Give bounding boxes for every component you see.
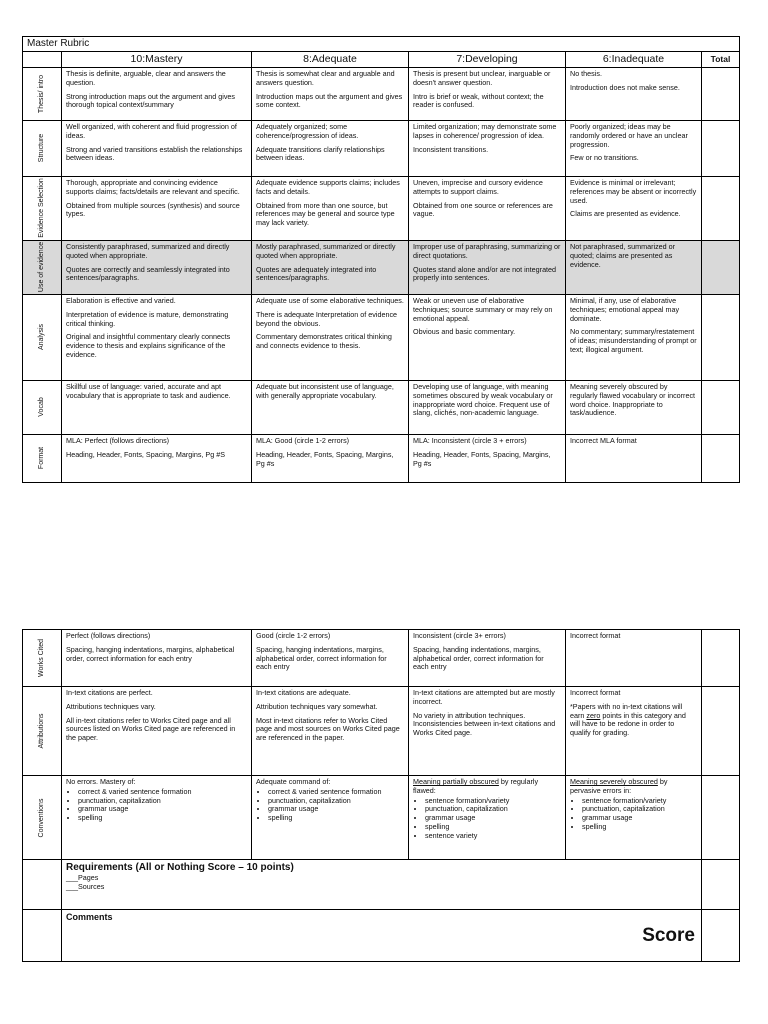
criterion-text: Most in-text citations refer to Works Cited page and most sources on Works Cited page are referenced in the paper. — [256, 715, 400, 743]
row-label-structure: Structure — [23, 120, 62, 176]
conventions-item: • spelling — [78, 814, 247, 823]
conventions-item: • grammar usage — [582, 814, 697, 823]
criterion-text: No commentary; summary/restatement of ideas; misunderstanding of prompt or text; illogical argument. — [570, 327, 697, 354]
evidence-selection-developing-cell — [409, 176, 566, 240]
criterion-text: Thesis is somewhat clear and arguable and answers question. — [256, 68, 395, 87]
conventions-adequate: Adequate command of: • correct & varied sentence formation • punctuation, capitalization • grammar usage • spelling — [252, 776, 409, 860]
rubric-row-works-cited — [23, 630, 740, 687]
criterion-text: Introduction does not make sense. — [570, 82, 680, 92]
comments-row — [23, 910, 740, 962]
rubric-title: Master Rubric — [23, 37, 740, 52]
criterion-text: Limited organization; may demonstrate some lapses in coherence/ progression of idea. — [413, 121, 557, 140]
criterion-text: Skillful use of language: varied, accurate and apt vocabulary that is appropriate to task and audience. — [66, 381, 231, 400]
requirements-sources[interactable]: ___Sources — [66, 881, 105, 891]
conventions-item: • spelling — [425, 823, 561, 832]
criterion-text: Evidence is minimal or irrelevant; references may be absent or incorrectly used. — [570, 177, 697, 205]
criterion-text: Strong introduction maps out the argument and gives thorough topical context/summary — [66, 91, 236, 110]
format-mastery-cell — [62, 434, 252, 482]
thesis-intro-adequate-cell — [252, 67, 409, 120]
conventions-item: • punctuation, capitalization — [425, 805, 561, 814]
criterion-text: Quotes stand alone and/or are not integrated properly into sentences. — [413, 264, 557, 283]
criterion-text: Introduction maps out the argument and gives some context. — [256, 91, 403, 110]
row-label-attributions: Attributions — [23, 687, 62, 776]
criterion-text: Incorrect MLA format — [570, 435, 637, 445]
criterion-text: Mostly paraphrased, summarized or directly quoted when appropriate. — [256, 241, 396, 260]
conventions-developing: Meaning partially obscured by regularly flawed: • sentence formation/variety • punctuation, capitalization • grammar usage • spelling • sentence variety — [409, 776, 566, 860]
total-structure[interactable] — [702, 120, 740, 176]
criterion-text: Improper use of paraphrasing, summarizing or direct quotations. — [413, 241, 561, 260]
criterion-text: Few or no transitions. — [570, 153, 639, 163]
level-adequate: 8:Adequate — [252, 52, 409, 68]
criterion-text: Adequate use of some elaborative techniques. — [256, 295, 404, 305]
level-header-row — [23, 52, 740, 68]
total-evidence-selection[interactable] — [702, 176, 740, 240]
criterion-text: Well organized, with coherent and fluid progression of ideas. — [66, 121, 237, 140]
conventions-item: • punctuation, capitalization — [582, 805, 697, 814]
works-cited-developing-cell — [409, 630, 566, 687]
rubric-row-evidence-selection — [23, 176, 740, 240]
rubric-row-analysis — [23, 294, 740, 380]
use-of-evidence-mastery-cell — [62, 240, 252, 294]
score-box[interactable] — [702, 910, 740, 962]
criterion-text: Quotes are correctly and seamlessly integrated into sentences/paragraphs. — [66, 264, 230, 283]
conventions-item: • punctuation, capitalization — [268, 797, 404, 806]
criterion-text: Incorrect format — [570, 688, 621, 697]
criterion-text: Claims are presented as evidence. — [570, 209, 681, 219]
conventions-item: • punctuation, capitalization — [78, 797, 247, 806]
row-label-thesis-intro: Thesis/ intro — [23, 67, 62, 120]
criterion-text: Attribution techniques vary somewhat. — [256, 701, 378, 711]
structure-adequate-cell — [252, 120, 409, 176]
thesis-intro-mastery-cell — [62, 67, 252, 120]
criterion-text: In-text citations are attempted but are mostly incorrect. — [413, 688, 555, 706]
rubric-row-format — [23, 434, 740, 482]
criterion-text: Attributions techniques vary. — [66, 701, 156, 711]
thesis-intro-developing-cell — [409, 67, 566, 120]
criterion-text: Obtained from more than one source, but references may be general and source type may lack variety. — [256, 200, 395, 228]
analysis-inadequate-cell — [566, 294, 702, 380]
attributions-mastery-cell — [62, 687, 252, 776]
conventions-item: • sentence formation/variety — [425, 797, 561, 806]
criterion-text: MLA: Inconsistent (circle 3 + errors) — [413, 435, 527, 445]
criterion-text: Heading, Header, Fonts, Spacing, Margins, Pg #s — [413, 449, 551, 468]
total-use-of-evidence[interactable] — [702, 240, 740, 294]
works-cited-mastery-cell — [62, 630, 252, 687]
criterion-text: Adequately organized; some coherence/progression of ideas. — [256, 121, 359, 140]
criterion-text: Good (circle 1-2 errors) — [256, 631, 331, 640]
attributions-adequate-cell — [252, 687, 409, 776]
criterion-text: Quotes are adequately integrated into sentences/paragraphs. — [256, 264, 377, 283]
requirements-title: Requirements (All or Nothing Score – 10 points) — [66, 862, 294, 873]
conventions-item: • spelling — [268, 814, 404, 823]
criterion-text: MLA: Good (circle 1-2 errors) — [256, 435, 350, 445]
criterion-text: Obvious and basic commentary. — [413, 327, 516, 337]
requirements-row — [23, 860, 740, 910]
criterion-text: Spacing, hanging indentations, margins, alphabetical order, correct information for each entry — [256, 644, 387, 672]
evidence-selection-mastery-cell — [62, 176, 252, 240]
requirements-label-blank — [23, 860, 62, 910]
criterion-text: Obtained from one source or references are vague. — [413, 200, 553, 219]
format-adequate-cell — [252, 434, 409, 482]
criterion-text: Inconsistent transitions. — [413, 144, 489, 154]
total-requirements[interactable] — [702, 860, 740, 910]
conventions-inadequate: Meaning severely obscured by pervasive errors in: • sentence formation/variety • punctuation, capitalization • grammar usage • spelling — [566, 776, 702, 860]
criterion-text: In-text citations are perfect. — [66, 688, 153, 697]
score-label: Score — [566, 910, 702, 962]
header-blank — [23, 52, 62, 68]
analysis-mastery-cell — [62, 294, 252, 380]
conventions-mastery: No errors. Mastery of: • correct & varied sentence formation • punctuation, capitalization • grammar usage • spelling — [62, 776, 252, 860]
criterion-text: Perfect (follows directions) — [66, 631, 151, 640]
analysis-adequate-cell — [252, 294, 409, 380]
criterion-text: Spacing, hanging indentations, margins, alphabetical order, correct information for each entry — [66, 644, 235, 663]
row-label-evidence-selection: Evidence Selection — [23, 176, 62, 240]
criterion-text: All in-text citations refer to Works Cited page and all sources listed on Works Cited page are referenced in the paper. — [66, 715, 236, 743]
level-developing: 7:Developing — [409, 52, 566, 68]
total-header: Total — [702, 52, 740, 68]
rubric-row-structure — [23, 120, 740, 176]
vocab-adequate-cell — [252, 380, 409, 434]
structure-developing-cell — [409, 120, 566, 176]
use-of-evidence-inadequate-cell — [566, 240, 702, 294]
row-label-vocab: Vocab — [23, 380, 62, 434]
evidence-selection-inadequate-cell — [566, 176, 702, 240]
format-developing-cell — [409, 434, 566, 482]
conventions-item: • spelling — [582, 823, 697, 832]
criterion-text: Not paraphrased, summarized or quoted; claims are presented as evidence. — [570, 241, 676, 269]
criterion-text: Inconsistent (circle 3+ errors) — [413, 631, 506, 640]
conventions-item: • sentence formation/variety — [582, 797, 697, 806]
criterion-text: Adequate but inconsistent use of language, with generally appropriate vocabulary. — [256, 381, 394, 400]
total-thesis-intro[interactable] — [702, 67, 740, 120]
conventions-row — [23, 776, 740, 860]
rubric-row-vocab — [23, 380, 740, 434]
criterion-text: Developing use of language, with meaning sometimes obscured by weak vocabulary or inappropriate word choice. Frequent use of slang, clichés, non-academic language. — [413, 381, 553, 418]
criterion-text: Original and insightful commentary clearly connects evidence to thesis and explains significance of the evidence. — [66, 332, 231, 359]
structure-inadequate-cell — [566, 120, 702, 176]
total-format[interactable] — [702, 434, 740, 482]
conventions-item: • grammar usage — [425, 814, 561, 823]
total-attributions[interactable] — [702, 687, 740, 776]
criterion-text: Weak or uneven use of elaborative techniques; source summary or may rely on emotional appeal. — [413, 295, 553, 323]
conventions-item: • grammar usage — [268, 805, 404, 814]
attributions-note: *Papers with no in-text citations will earn zero points in this category and will have to be redone in order to qualify for grading. — [570, 701, 686, 738]
rubric-row-thesis-intro — [23, 67, 740, 120]
criterion-text: Commentary demonstrates critical thinking and connects evidence to thesis. — [256, 332, 392, 351]
conventions-item: • grammar usage — [78, 805, 247, 814]
comments-cell[interactable] — [62, 910, 566, 962]
vocab-mastery-cell — [62, 380, 252, 434]
rubric-row-use-of-evidence — [23, 240, 740, 294]
structure-mastery-cell — [62, 120, 252, 176]
vocab-developing-cell — [409, 380, 566, 434]
total-works-cited[interactable] — [702, 630, 740, 687]
use-of-evidence-adequate-cell — [252, 240, 409, 294]
evidence-selection-adequate-cell — [252, 176, 409, 240]
rubric-continuation-table — [22, 629, 740, 962]
criterion-text: Adequate transitions clarify relationships between ideas. — [256, 144, 385, 163]
use-of-evidence-developing-cell — [409, 240, 566, 294]
criterion-text: MLA: Perfect (follows directions) — [66, 435, 170, 445]
comments-label-blank — [23, 910, 62, 962]
analysis-developing-cell — [409, 294, 566, 380]
attributions-developing-cell — [409, 687, 566, 776]
format-inadequate-cell — [566, 434, 702, 482]
criterion-text: Interpretation of evidence is mature, demonstrating critical thinking. — [66, 309, 229, 328]
criterion-text: Adequate evidence supports claims; includes facts and details. — [256, 177, 400, 196]
comments-title: Comments — [66, 912, 113, 922]
row-label-use-of-evidence: Use of evidence — [23, 240, 62, 294]
vocab-inadequate-cell — [566, 380, 702, 434]
row-label-conventions: Conventions — [23, 776, 62, 860]
criterion-text: Heading, Header, Fonts, Spacing, Margins, Pg #s — [256, 449, 394, 468]
criterion-text: Intro is brief or weak, without context; the reader is confused. — [413, 91, 544, 110]
works-cited-inadequate-cell — [566, 630, 702, 687]
total-conventions[interactable] — [702, 776, 740, 860]
conventions-item: • sentence variety — [425, 832, 561, 841]
criterion-text: Poorly organized; ideas may be randomly ordered or have an unclear progression. — [570, 121, 688, 149]
level-mastery: 10:Mastery — [62, 52, 252, 68]
criterion-text: Consistently paraphrased, summarized and directly quoted when appropriate. — [66, 241, 230, 260]
criterion-text: Thesis is present but unclear, inarguable or doesn't answer question. — [413, 68, 551, 87]
criterion-text: In-text citations are adequate. — [256, 688, 351, 697]
requirements-cell — [62, 860, 702, 910]
criterion-text: Spacing, handing indentations, margins, alphabetical order, correct information for each entry — [413, 644, 544, 672]
total-vocab[interactable] — [702, 380, 740, 434]
rubric-row-attributions — [23, 687, 740, 776]
criterion-text: Thesis is definite, arguable, clear and answers the question. — [66, 68, 226, 87]
criterion-text: Strong and varied transitions establish the relationships between ideas. — [66, 144, 243, 163]
requirements-pages[interactable]: ___Pages — [66, 873, 99, 883]
criterion-text: Elaboration is effective and varied. — [66, 295, 176, 305]
conventions-item: • correct & varied sentence formation — [268, 788, 404, 797]
works-cited-adequate-cell — [252, 630, 409, 687]
row-label-works-cited: Works Cited — [23, 630, 62, 687]
conventions-item: • correct & varied sentence formation — [78, 788, 247, 797]
criterion-text: Thorough, appropriate and convincing evidence supports claims; facts/details are relevant and specific. — [66, 177, 240, 196]
criterion-text: No variety in attribution techniques. Inconsistencies between in-text citations and Works Cited page. — [413, 710, 556, 738]
level-inadequate: 6:Inadequate — [566, 52, 702, 68]
criterion-text: Obtained from multiple sources (synthesis) and source types. — [66, 200, 240, 219]
criterion-text: Incorrect format — [570, 631, 621, 640]
criterion-text: Uneven, imprecise and cursory evidence attempts to support claims. — [413, 177, 543, 196]
criterion-text: There is adequate Interpretation of evidence beyond the obvious. — [256, 309, 398, 328]
criterion-text: Meaning severely obscured by regularly flawed vocabulary or incorrect word choice. Inappropriate to task/audience. — [570, 381, 696, 418]
row-label-format: Format — [23, 434, 62, 482]
master-rubric-table — [22, 36, 740, 483]
row-label-analysis: Analysis — [23, 294, 62, 380]
criterion-text: Heading, Header, Fonts, Spacing, Margins, Pg #S — [66, 449, 226, 459]
total-analysis[interactable] — [702, 294, 740, 380]
criterion-text: No thesis. — [570, 68, 602, 78]
thesis-intro-inadequate-cell — [566, 67, 702, 120]
criterion-text: Minimal, if any, use of elaborative techniques; emotional appeal may dominate. — [570, 295, 680, 323]
attributions-inadequate-cell — [566, 687, 702, 776]
